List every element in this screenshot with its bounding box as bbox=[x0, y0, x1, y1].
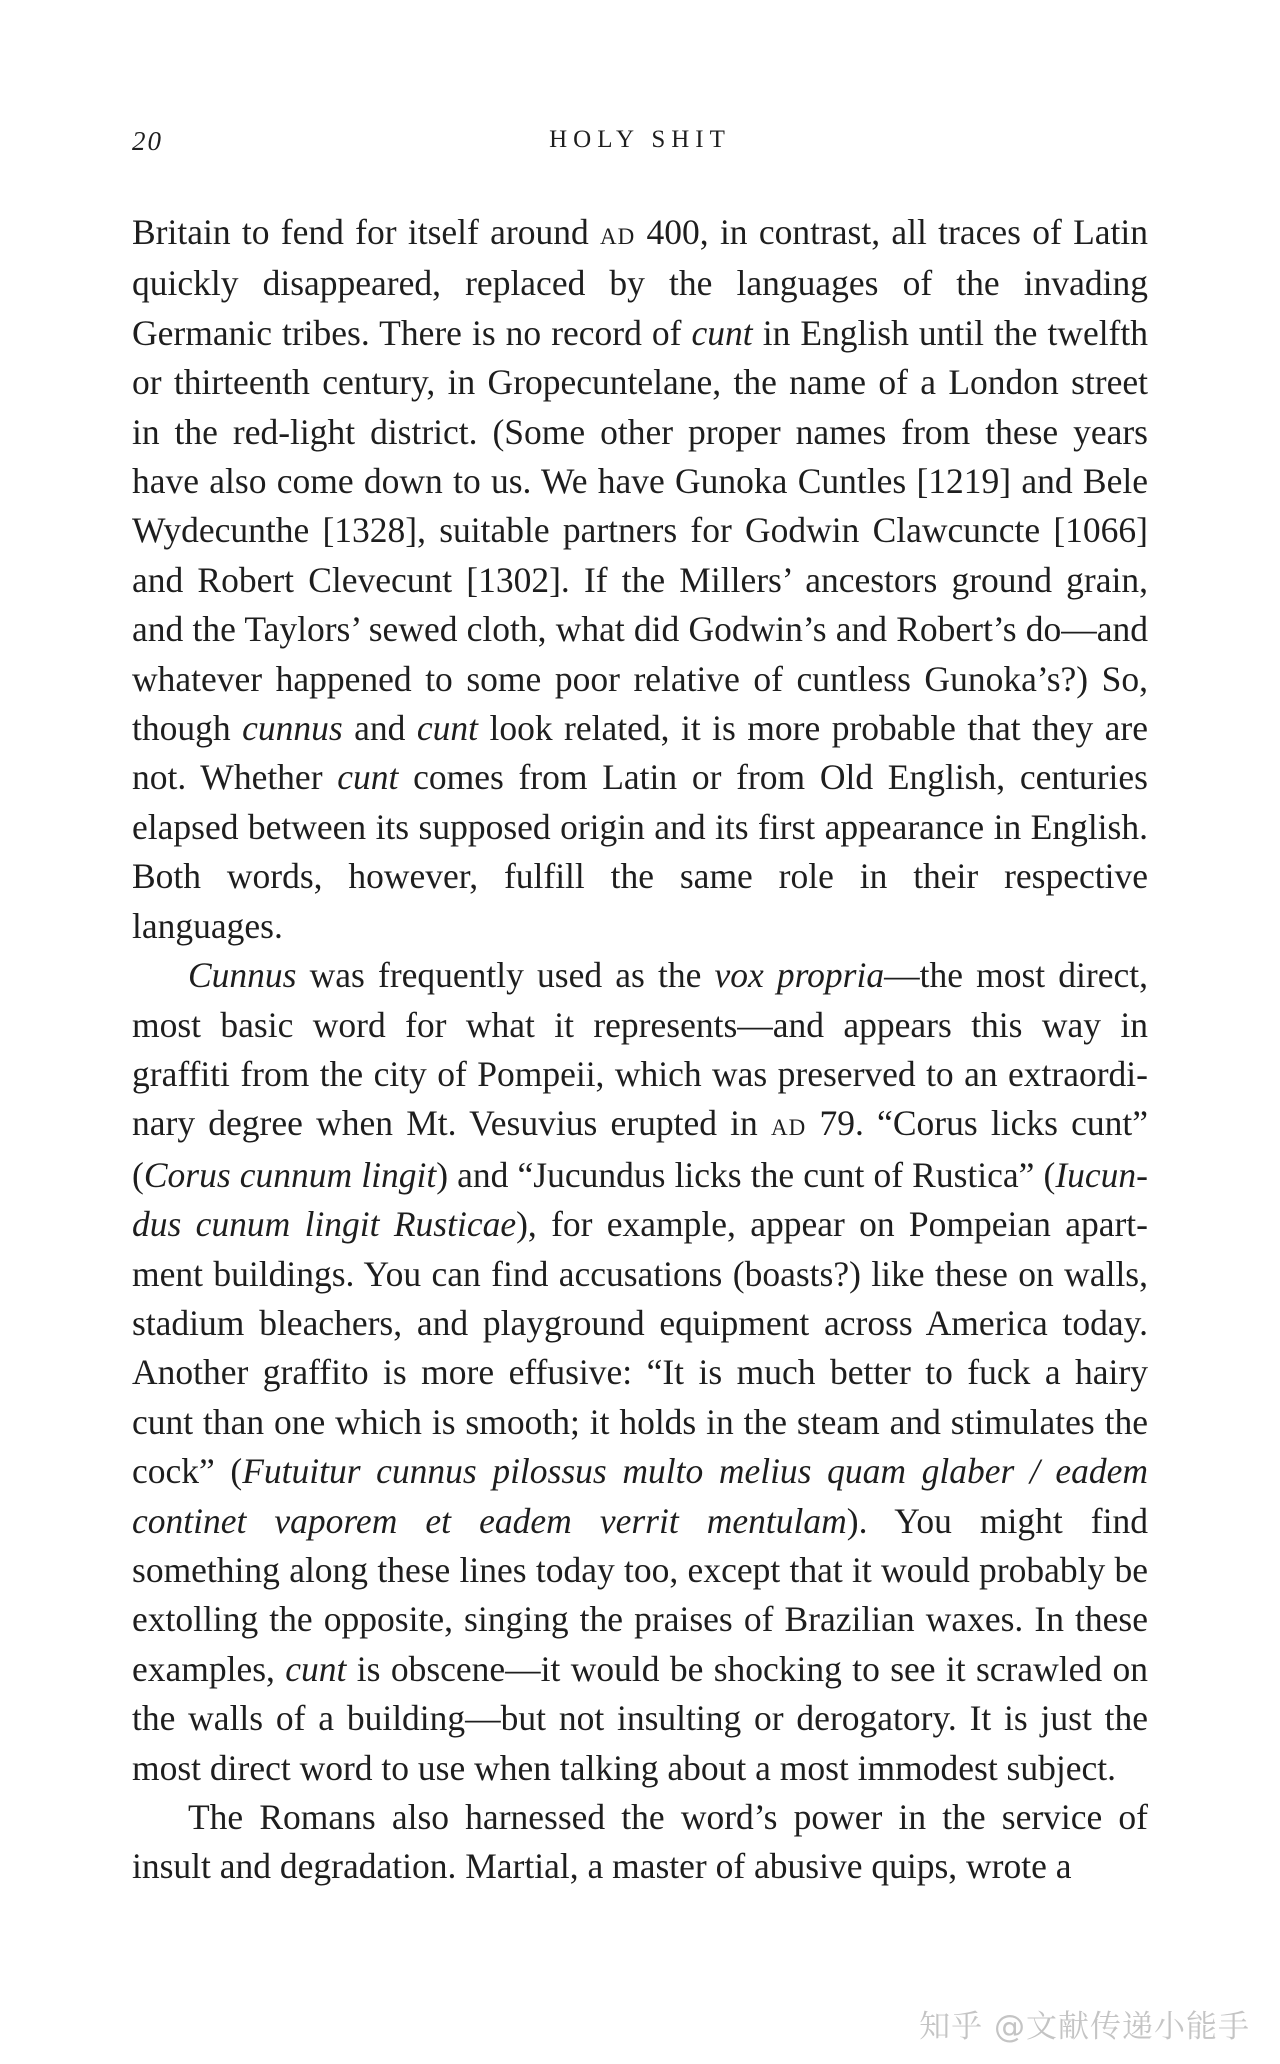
italic-run: cunt bbox=[337, 757, 399, 798]
text-run: ) and “Jucundus licks the cunt of Rustica” ( bbox=[436, 1154, 1056, 1195]
running-head bbox=[132, 126, 1148, 166]
small-caps-run: ad bbox=[600, 216, 636, 252]
italic-run: vox propria bbox=[714, 955, 885, 996]
text-run: look related, it is more probable that they are not. Whether bbox=[132, 708, 1148, 798]
italic-run: cunnus bbox=[242, 708, 343, 749]
italic-run: Futuitur cunnus pilossus multo melius quam glaber / eadem continet vaporem et eadem verrit mentulam bbox=[132, 1451, 1149, 1541]
paragraph-3 bbox=[132, 1793, 1148, 1892]
text-run: ), for example, appear on Pompeian apartment buildings. You can find accusations (boasts?) like these on walls, stadium bleachers, and playground equipment across America today. Another graffito is more effusive: “It is much better to fuck a hairy cunt than one which is smooth; it holds in the steam and stimulates the cock” ( bbox=[132, 1204, 1148, 1492]
text-run: 79. “Corus licks cunt” ( bbox=[132, 1103, 1148, 1195]
italic-run: Cunnus bbox=[188, 955, 297, 996]
small-caps-run: ad bbox=[771, 1107, 807, 1144]
text-run: and bbox=[342, 708, 417, 749]
italic-run: Iucundus cunum lingit Rusticae bbox=[132, 1154, 1148, 1245]
text-run: —the most direct, most basic word for what it represents—and appears this way in graffiti from the city of Pompeii, which was preserved to an extraordinary degree when Mt. Vesuvius erupted in bbox=[132, 955, 1148, 1144]
text-run: in English until the twelfth or thirteenth century, in Gropecuntelane, the name of a London street in the red-light district. (Some other proper names from these years have also come down to us. We have Gunoka Cuntles [1219] and Bele Wydecunthe [1328], suitable partners for Godwin Clawcuncte [1066] and Robert Clevecunt [1302]. If the Millers’ ancestors ground grain, and the Taylors’ sewed cloth, what did Godwin’s and Robert’s do—and whatever happened to some poor relative of cuntless Gunoka’s?) So, though bbox=[132, 312, 1148, 749]
italic-run: cunt bbox=[285, 1648, 347, 1689]
text-run: comes from Latin or from Old English, centuries elapsed between its supposed origin and its first appearance in English. Both words, however, fulfill the same role in their respective languages. bbox=[132, 757, 1148, 946]
text-run: ). You might find something along these lines today too, except that it would probably be extolling the opposite, singing the praises of Brazilian waxes. In these examples, bbox=[132, 1500, 1148, 1689]
body-text bbox=[132, 208, 1148, 1892]
text-run: was frequently used as the bbox=[296, 955, 715, 996]
paragraph-2 bbox=[132, 951, 1148, 1793]
italic-run: cunt bbox=[691, 312, 753, 353]
text-run: Britain to fend for itself around bbox=[132, 212, 600, 252]
watermark: 知乎 @文献传递小能手 bbox=[919, 2009, 1250, 2045]
italic-run: cunt bbox=[416, 708, 478, 749]
running-title: HOLY SHIT bbox=[549, 126, 731, 153]
page-number: 20 bbox=[132, 126, 163, 156]
paragraph-1 bbox=[132, 208, 1148, 951]
text-run: The Romans also harnessed the word’s power in the service of insult and degradation. Martial, a master of abusive quips, wrote a bbox=[132, 1797, 1148, 1887]
text-run: 400, in contrast, all traces of Latin quickly disappeared, replaced by the languages of the invading Germanic tribes. There is no record of bbox=[132, 212, 1149, 353]
italic-run: Corus cunnum lingit bbox=[143, 1154, 437, 1195]
text-run: is obscene—it would be shocking to see it scrawled on the walls of a building—but not insulting or derogatory. It is just the most direct word to use when talking about a most immodest subject. bbox=[132, 1648, 1148, 1788]
